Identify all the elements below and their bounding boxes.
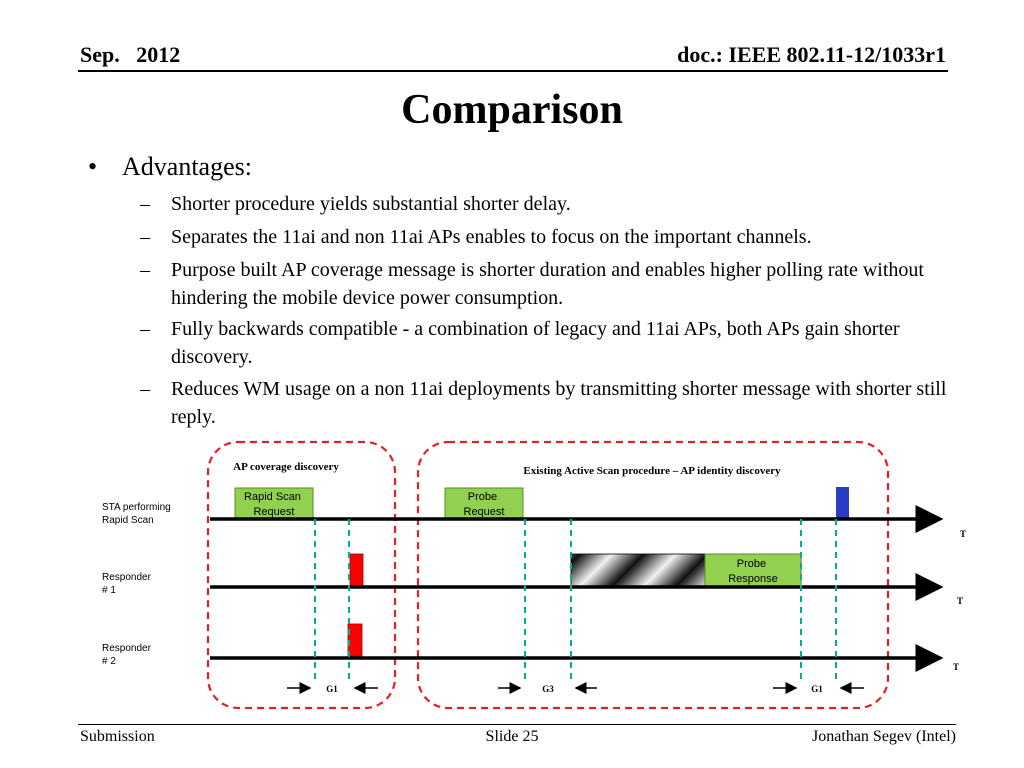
group-box-ap-coverage	[208, 442, 395, 708]
dash-icon: –	[140, 318, 150, 340]
axis-label-t-sta: T	[960, 529, 967, 539]
row-label-responder-2-line2: # 2	[102, 656, 116, 667]
gap-label-g1-right: G1	[811, 684, 823, 694]
probe-request-line2: Request	[463, 506, 505, 518]
rapid-scan-request-line2: Request	[253, 506, 295, 518]
gap-label-g1-left: G1	[326, 684, 338, 694]
bullet-advantages-label: Advantages:	[122, 152, 252, 181]
slide-title: Comparison	[401, 87, 623, 133]
probe-response-line2: Response	[728, 573, 778, 585]
row-label-responder-1	[102, 572, 154, 596]
sub-bullet	[140, 315, 950, 371]
row-label-responder-2	[102, 643, 154, 667]
footer-divider	[78, 724, 956, 725]
header-divider	[78, 70, 948, 72]
sub-bullet	[140, 223, 950, 251]
sub-bullet	[140, 190, 950, 218]
gap-indicator-g1-right	[773, 684, 864, 694]
sta-blue-marker	[836, 487, 849, 519]
sub-bullet	[140, 375, 950, 431]
gap-indicator-g1-left	[287, 684, 378, 694]
footer-author: Jonathan Segev (Intel)	[812, 728, 956, 745]
bullet-advantages	[88, 152, 252, 182]
row-label-responder-2-line1: Responder	[102, 643, 151, 654]
row-label-sta-line2: Rapid Scan	[102, 515, 154, 526]
rapid-scan-request-line1: Rapid Scan	[244, 491, 301, 503]
row-label-responder-1-line1: Responder	[102, 572, 151, 583]
timing-diagram	[0, 430, 1024, 720]
busy-period-hatch	[571, 554, 706, 587]
gap-indicator-g3	[498, 684, 597, 694]
axis-label-t-responder-1: T	[957, 596, 964, 606]
sub-bullet-text: Shorter procedure yields substantial shorter delay.	[171, 193, 571, 215]
sub-bullet-text: Separates the 11ai and non 11ai APs enables to focus on the important channels.	[171, 226, 812, 248]
group-label-active-scan: Existing Active Scan procedure – AP identity discovery	[523, 465, 781, 477]
dash-icon: –	[140, 378, 150, 400]
group-label-ap-coverage: AP coverage discovery	[233, 461, 339, 473]
dash-icon: –	[140, 259, 150, 281]
sub-bullet-text: Fully backwards compatible - a combination of legacy and 11ai APs, both APs gain shorter discovery.	[171, 318, 900, 368]
dash-icon: –	[140, 193, 150, 215]
gap-label-g3: G3	[542, 684, 554, 694]
sub-bullet	[140, 256, 950, 312]
row-label-responder-1-line2: # 1	[102, 585, 116, 596]
sub-bullet-text: Reduces WM usage on a non 11ai deployments by transmitting shorter message with shorter still reply.	[171, 378, 947, 428]
row-label-sta	[102, 502, 174, 526]
probe-response-line1: Probe	[736, 558, 767, 570]
header-doc-id: doc.: IEEE 802.11-12/1033r1	[677, 42, 946, 67]
row-label-sta-line1: STA performing	[102, 502, 171, 513]
responder-2-red-marker	[348, 624, 362, 656]
header-date: Sep. 2012	[80, 42, 181, 67]
probe-request-line1: Probe	[467, 491, 498, 503]
footer-submission: Submission	[80, 728, 155, 745]
footer-slide-number: Slide 25	[485, 728, 539, 745]
responder-1-red-marker	[350, 554, 363, 586]
sub-bullet-text: Purpose built AP coverage message is shorter duration and enables higher polling rate without hindering the mobile device power consumption.	[171, 259, 924, 309]
dash-icon: –	[140, 226, 150, 248]
axis-label-t-responder-2: T	[953, 662, 960, 672]
bullet-dot-icon: •	[88, 152, 98, 181]
